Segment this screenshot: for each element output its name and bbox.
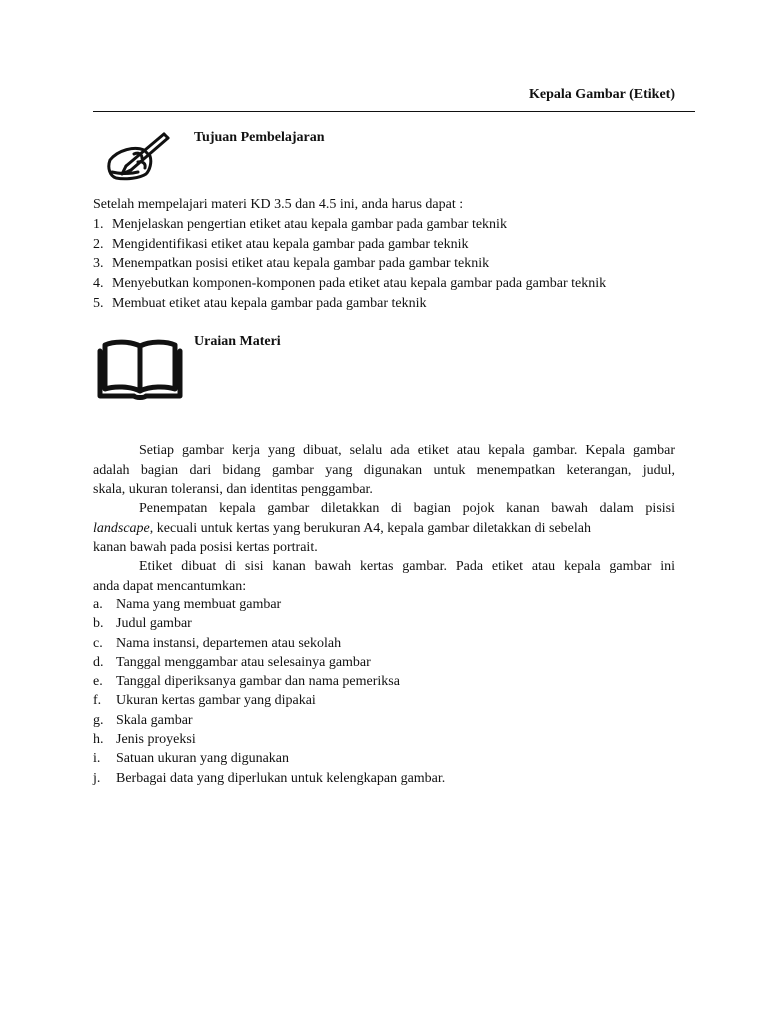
italic-term: landscape [93,520,150,536]
list-item-text: Menyebutkan komponen-komponen pada etiket atau kepala gambar pada gambar teknik [112,276,607,292]
list-item [93,274,693,294]
list-item-number: 2. [93,236,104,252]
list-item [93,672,693,691]
list-item [93,691,693,710]
list-item [93,711,693,730]
list-item [93,634,693,653]
list-item-text: Ukuran kertas gambar yang dipakai [116,693,316,709]
paragraph-line: Setiap gambar kerja yang dibuat, selalu ada etiket atau kepala gambar. Kepala gambar [139,443,675,458]
list-item-letter: e. [93,674,103,690]
paragraph-3 [93,557,675,596]
list-item-number: 1. [93,216,104,232]
list-item-text: Tanggal diperiksanya gambar dan nama pemeriksa [116,674,400,690]
list-item [93,749,693,768]
paragraph-line-rest: , kecuali untuk kertas yang berukuran A4, kepala gambar diletakkan di sebelah [149,520,591,536]
paragraph-line [93,519,675,539]
list-item [93,653,693,672]
section-title-tujuan: Tujuan Pembelajaran [194,130,325,145]
list-item-letter: h. [93,732,104,748]
list-item [93,254,693,274]
list-item-letter: g. [93,712,104,728]
paragraph-line: skala, ukuran toleransi, dan identitas penggambar. [93,482,373,498]
list-item-text: Mengidentifikasi etiket atau kepala gambar pada gambar teknik [112,236,469,252]
list-item-text: Membuat etiket atau kepala gambar pada gambar teknik [112,295,427,311]
list-item [93,769,693,788]
list-item-text: Satuan ukuran yang digunakan [116,751,290,767]
list-item [93,294,693,314]
paragraph-1 [93,441,675,500]
list-item [93,235,693,255]
learning-objectives [93,195,693,314]
list-item-letter: a. [93,597,103,612]
list-item-letter: c. [93,635,103,651]
paragraph-line: anda dapat mencantumkan: [93,578,247,594]
paragraph-2 [93,499,675,558]
list-item-letter: b. [93,616,104,632]
list-item [93,614,693,633]
list-item-letter: f. [93,693,102,709]
list-item-letter: i. [93,751,101,767]
list-item-letter: d. [93,654,104,670]
list-item-letter: j. [93,770,101,786]
list-item-text: Judul gambar [116,616,192,632]
list-item-number: 4. [93,276,104,292]
list-item-number: 3. [93,256,104,272]
list-item-text: Nama instansi, departemen atau sekolah [116,635,342,651]
paragraph-line: Etiket dibuat di sisi kanan bawah kertas gambar. Pada etiket atau kepala gambar ini [139,559,675,574]
paragraph-line: kanan bawah pada posisi kertas portrait. [93,540,318,556]
list-item-text: Skala gambar [116,712,193,728]
paragraph-line: Penempatan kepala gambar diletakkan di bagian pojok kanan bawah dalam pisisi [139,501,675,516]
section-title-uraian: Uraian Materi [194,334,281,349]
header-divider [93,111,695,112]
list-item-text: Berbagai data yang diperlukan untuk kelengkapan gambar. [116,770,446,786]
list-item-text: Menempatkan posisi etiket atau kepala gambar pada gambar teknik [112,256,490,272]
list-item-text: Jenis proyeksi [116,732,196,748]
list-item [93,215,693,235]
etiket-contents-list [93,595,693,788]
objectives-intro: Setelah mempelajari materi KD 3.5 dan 4.5 ini, anda harus dapat : [93,197,464,212]
list-item-text: Menjelaskan pengertian etiket atau kepala gambar pada gambar teknik [112,216,507,232]
list-item [93,730,693,749]
open-book-icon [96,337,184,400]
list-item [93,595,693,614]
writing-hand-pen-icon [104,128,172,184]
list-item-text: Nama yang membuat gambar [116,597,282,612]
list-item-number: 5. [93,295,104,311]
list-item-text: Tanggal menggambar atau selesainya gambar [116,654,371,670]
paragraph-line: adalah bagian dari bidang gambar yang digunakan untuk menempatkan keterangan, judul, [93,462,675,478]
page-header-title: Kepala Gambar (Etiket) [529,87,675,102]
